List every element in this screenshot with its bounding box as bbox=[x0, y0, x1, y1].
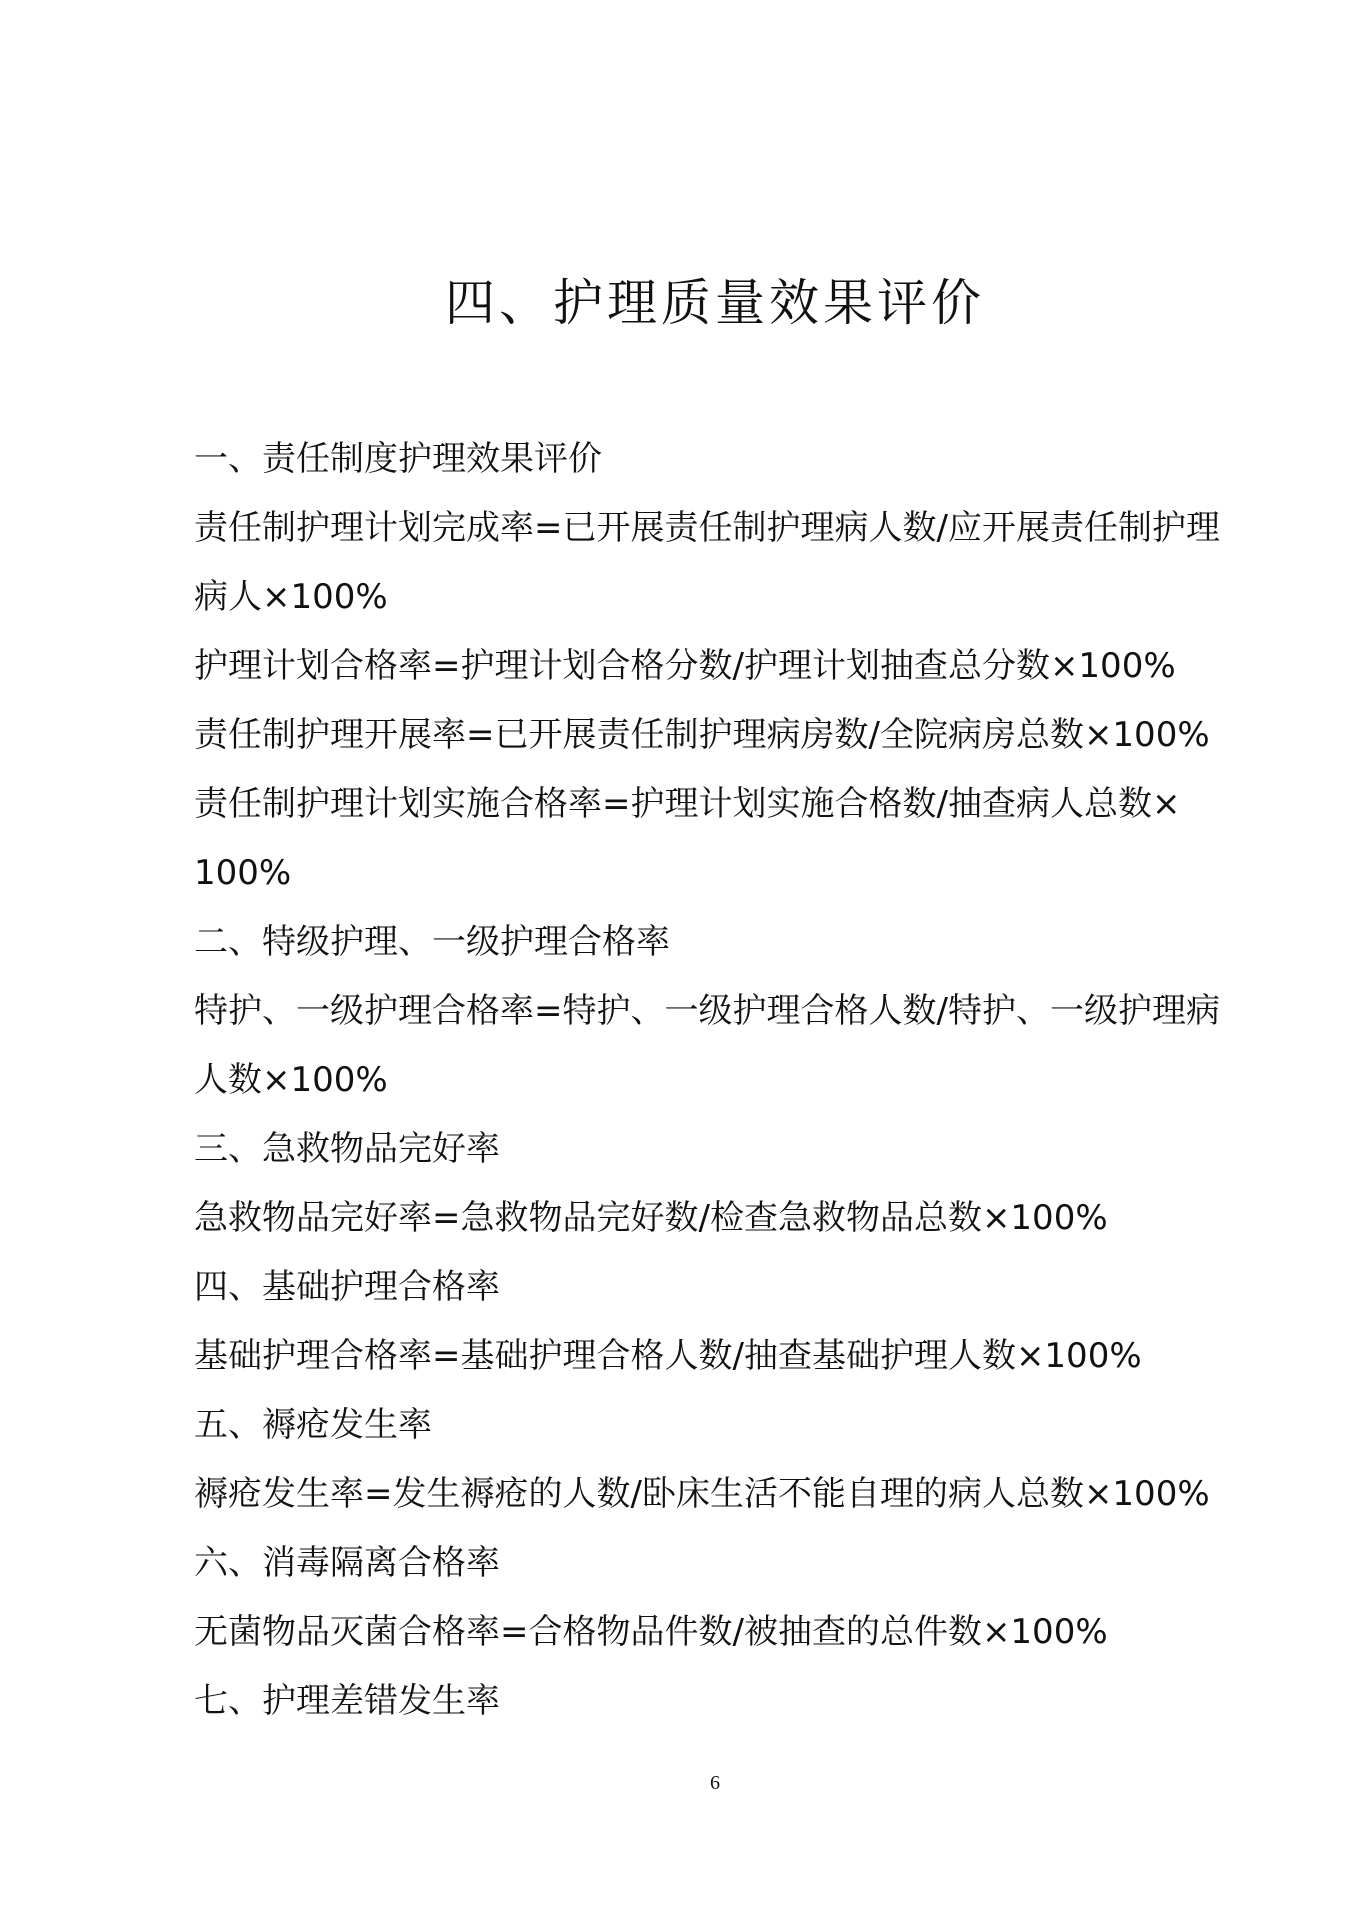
section-heading-5: 五、褥疮发生率 bbox=[194, 1405, 432, 1445]
formula-line: 特护、一级护理合格率=特护、一级护理合格人数/特护、一级护理病 bbox=[194, 991, 1220, 1031]
formula-line: 褥疮发生率=发生褥疮的人数/卧床生活不能自理的病人总数×100% bbox=[194, 1474, 1210, 1514]
formula-line: 责任制护理计划完成率=已开展责任制护理病人数/应开展责任制护理 bbox=[194, 508, 1220, 548]
section-heading-7: 七、护理差错发生率 bbox=[194, 1681, 500, 1721]
section-heading-4: 四、基础护理合格率 bbox=[194, 1267, 500, 1307]
formula-line: 无菌物品灭菌合格率=合格物品件数/被抽查的总件数×100% bbox=[194, 1612, 1108, 1652]
formula-line: 病人×100% bbox=[194, 577, 388, 617]
formula-line: 100% bbox=[194, 853, 292, 893]
formula-line: 护理计划合格率=护理计划合格分数/护理计划抽查总分数×100% bbox=[194, 646, 1176, 686]
section-heading-6: 六、消毒隔离合格率 bbox=[194, 1543, 500, 1583]
formula-line: 责任制护理开展率=已开展责任制护理病房数/全院病房总数×100% bbox=[194, 715, 1210, 755]
page-number: 6 bbox=[710, 1772, 720, 1794]
section-heading-3: 三、急救物品完好率 bbox=[194, 1129, 500, 1169]
page-title: 四、护理质量效果评价 bbox=[445, 274, 985, 332]
section-heading-2: 二、特级护理、一级护理合格率 bbox=[194, 922, 670, 962]
formula-line: 基础护理合格率=基础护理合格人数/抽查基础护理人数×100% bbox=[194, 1336, 1142, 1376]
formula-line: 责任制护理计划实施合格率=护理计划实施合格数/抽查病人总数× bbox=[194, 784, 1181, 824]
formula-line: 急救物品完好率=急救物品完好数/检查急救物品总数×100% bbox=[194, 1198, 1108, 1238]
formula-line: 人数×100% bbox=[194, 1060, 388, 1100]
section-heading-1: 一、责任制度护理效果评价 bbox=[194, 439, 602, 479]
document-body bbox=[194, 425, 1244, 1736]
